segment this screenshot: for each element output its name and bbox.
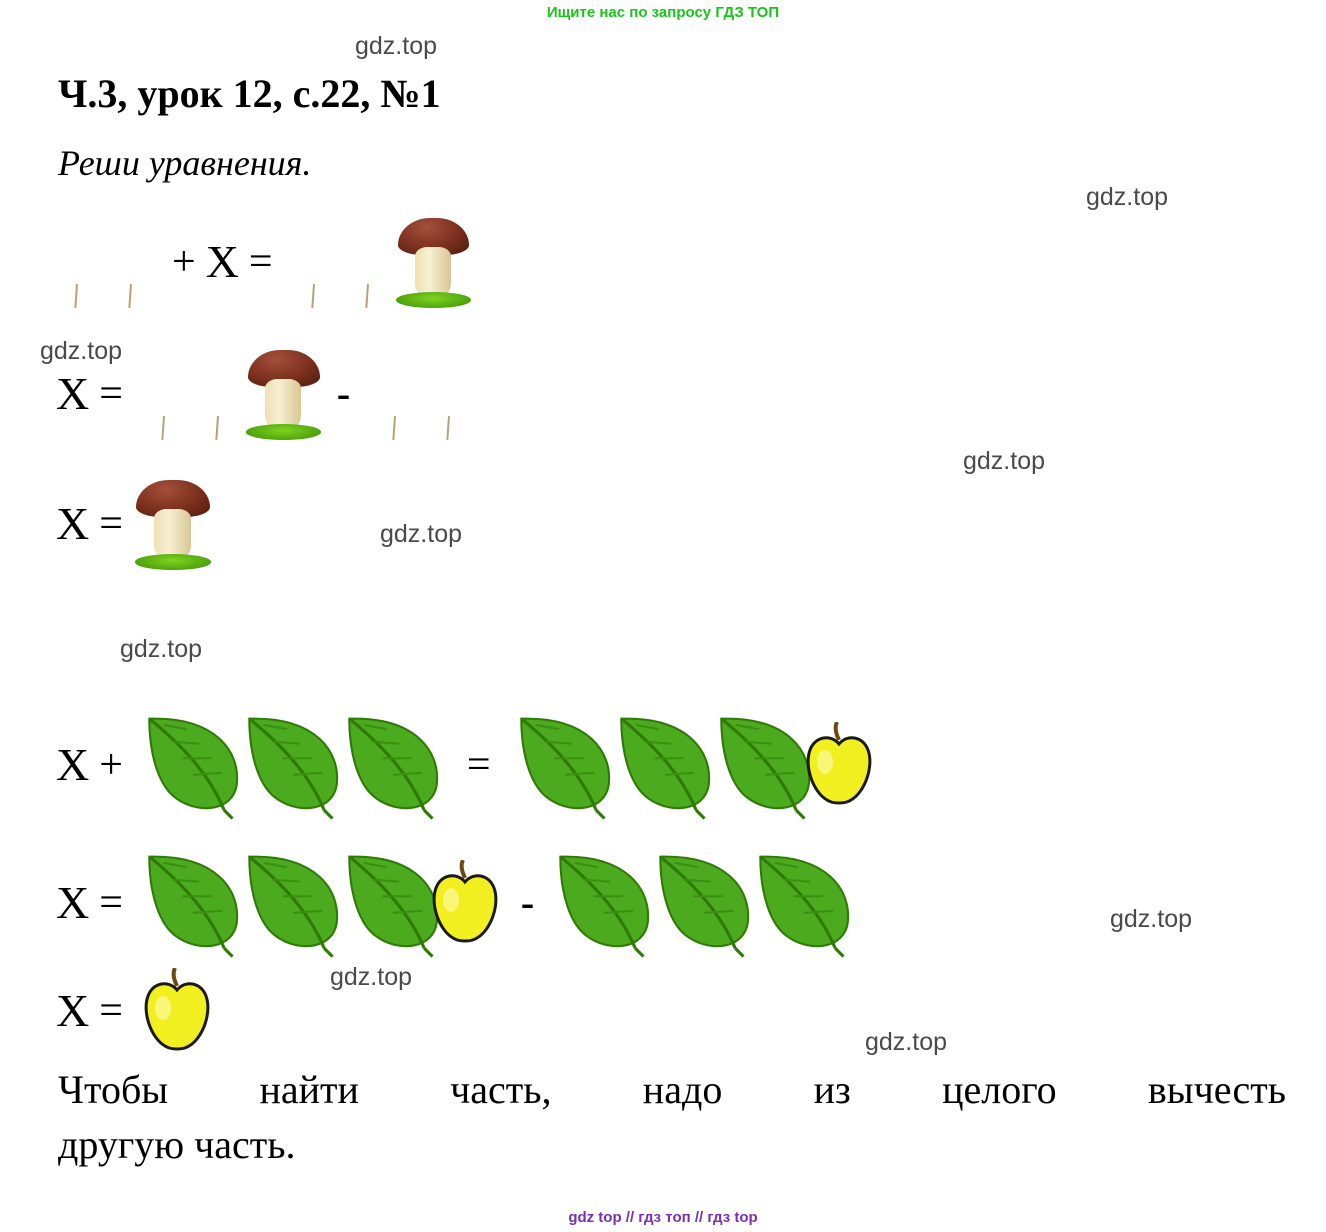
mushroom-icon [245,348,323,440]
equals-operator: = [466,742,491,788]
watermark: gdz.top [963,447,1046,475]
watermark: gdz.top [1110,905,1193,933]
watermark: gdz.top [380,520,463,548]
balloon-icon [337,216,399,308]
balloon-icon [46,216,108,308]
leaf-icon [141,848,245,958]
unknown-x: Х [56,739,90,790]
leaf-icon [652,848,756,958]
balloon-icon [187,348,249,440]
minus-operator: - [520,880,535,925]
leaf-icon [341,710,445,820]
task-instruction: Реши уравнения. [58,143,312,183]
apple-icon [427,860,503,946]
equation-1-line-2 [56,348,480,440]
leaf-icon [241,710,345,820]
unknown-x: Х [205,236,239,287]
apple-icon [801,722,877,808]
bottom-promo-banner: gdz top // гдз топ // гдз top [568,1209,758,1226]
equals-operator: = [99,880,123,926]
minus-operator: - [336,371,351,416]
watermark: gdz.top [330,963,413,991]
balloon-icon [364,348,426,440]
page-title: Ч.3, урок 12, с.22, №1 [58,71,441,116]
closing-line-2: другую часть. [58,1122,296,1168]
closing-rule-text [58,1062,1286,1172]
closing-line-1: Чтобы найти часть, надо из целого вычесть [58,1067,1286,1112]
unknown-x: Х [56,985,90,1036]
unknown-x: Х [56,877,90,928]
balloon-icon [283,216,345,308]
watermark: gdz.top [355,32,438,60]
equals-operator: = [99,988,123,1034]
equation-1-line-3 [56,478,213,570]
unknown-x: Х [56,498,90,549]
leaf-icon [752,848,856,958]
equals-operator: = [248,239,273,285]
balloon-icon [418,348,480,440]
equals-operator: = [99,371,123,417]
leaf-icon [613,710,717,820]
equation-1-line-1 [46,216,473,308]
mushroom-icon [395,216,473,308]
watermark: gdz.top [120,635,203,663]
watermark: gdz.top [865,1028,948,1056]
leaf-icon [241,848,345,958]
equation-2-line-3 [56,968,215,1054]
leaf-icon [141,710,245,820]
balloon-icon [133,348,195,440]
watermark: gdz.top [1086,183,1169,211]
top-promo-banner: Ищите нас по запросу ГДЗ ТОП [546,4,780,21]
leaf-icon [513,710,617,820]
apple-icon [139,968,215,1054]
mushroom-icon [133,478,213,570]
plus-operator: + [172,239,196,285]
equation-2-line-1 [56,710,877,820]
equals-operator: = [99,501,123,547]
leaf-icon [552,848,656,958]
equation-2-line-2 [56,848,856,958]
watermark: gdz.top [40,337,123,365]
plus-operator: + [99,742,123,788]
unknown-x: Х [56,368,90,419]
balloon-icon [100,216,162,308]
